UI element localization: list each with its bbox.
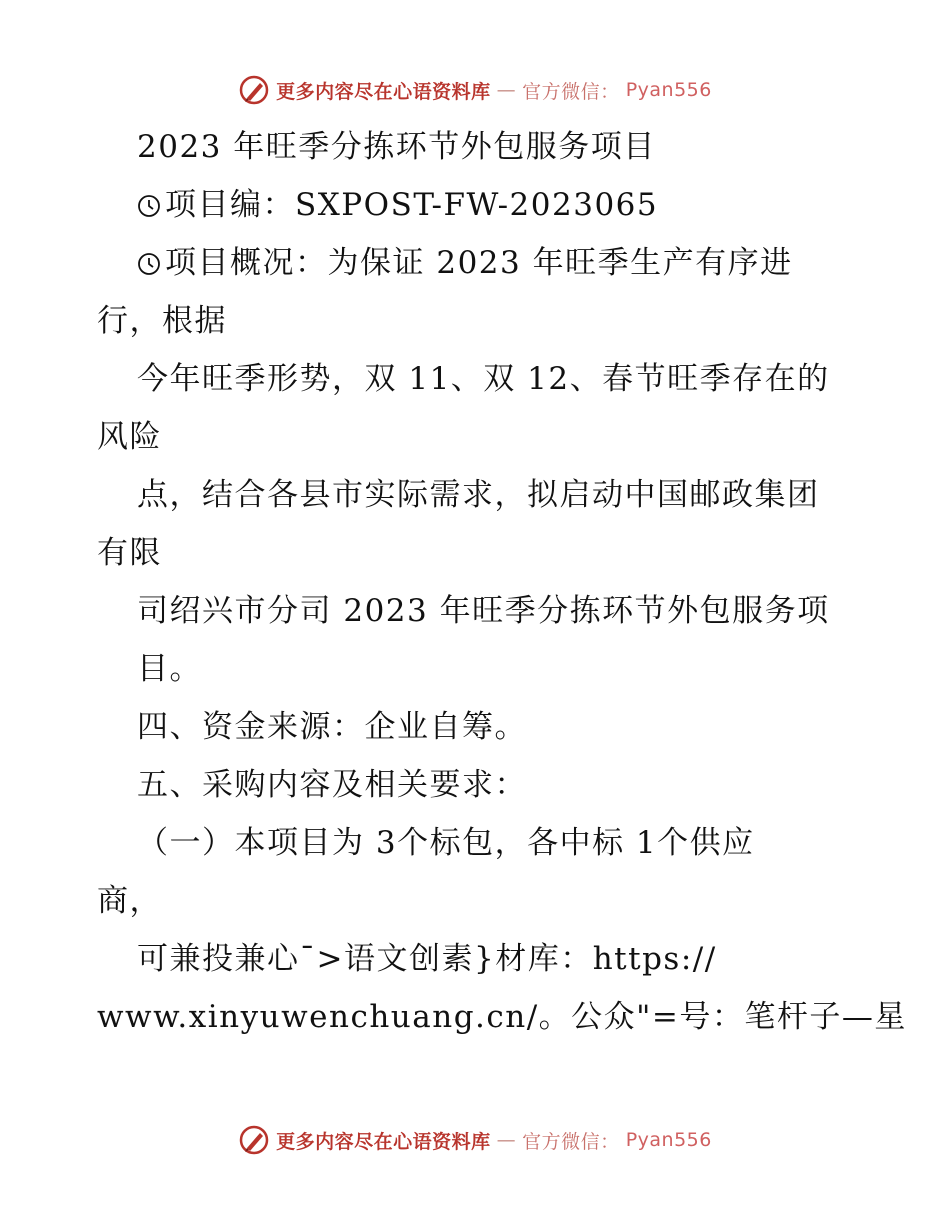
pen-logo-icon — [238, 74, 270, 106]
overview-line — [137, 234, 793, 292]
overview-wrap-2: 风险 — [97, 419, 162, 455]
header-banner — [0, 70, 950, 110]
banner-wechat-label: 官方微信： — [522, 80, 620, 103]
overview-paragraph-3: 点，结合各县市实际需求，拟启动中国邮政集团 — [137, 477, 820, 513]
project-number-text: 项目编：SXPOST-FW-2023065 — [165, 187, 659, 223]
overview-text: 项目概况：为保证 2023 年旺季生产有序进 — [165, 245, 793, 281]
overview-wrap-1: 行，根据 — [97, 303, 227, 339]
overview-paragraph-2: 今年旺季形势，双 11、双 12、春节旺季存在的 — [137, 361, 830, 397]
banner-wechat-label: 官方微信： — [522, 1130, 620, 1153]
banner-wechat-id: Pyan556 — [625, 1129, 712, 1151]
banner-lead-text: 更多内容尽在心语资料库 — [276, 80, 491, 103]
banner-lead-text: 更多内容尽在心语资料库 — [276, 1130, 491, 1153]
banner-dash: — — [496, 1129, 517, 1151]
overview-paragraph-5: 目。 — [137, 651, 202, 687]
watermark-line-1: 可兼投兼心¯>语文创素}材库：https:// — [137, 941, 717, 977]
lots-wrap: 商， — [97, 883, 162, 919]
lots-paragraph: （一）本项目为 3个标包，各中标 1个供应 — [137, 825, 755, 861]
overview-paragraph-4: 司绍兴市分司 2023 年旺季分拣环节外包服务项 — [137, 593, 830, 629]
clock-icon — [137, 194, 161, 218]
pen-logo-icon — [238, 1124, 270, 1156]
banner-dash: — — [496, 79, 517, 101]
watermark-line-2: www.xinyuwenchuang.cn/。公众"=号：笔杆子—星 — [97, 999, 907, 1035]
procurement-heading: 五、采购内容及相关要求： — [137, 767, 527, 803]
footer-banner — [0, 1120, 950, 1160]
funding-source: 四、资金来源：企业自筹。 — [137, 709, 527, 745]
clock-icon — [137, 252, 161, 276]
project-number-line — [137, 176, 658, 234]
overview-wrap-3: 有限 — [97, 535, 162, 571]
document-title: 2023 年旺季分拣环节外包服务项目 — [137, 129, 656, 165]
banner-wechat-id: Pyan556 — [625, 79, 712, 101]
